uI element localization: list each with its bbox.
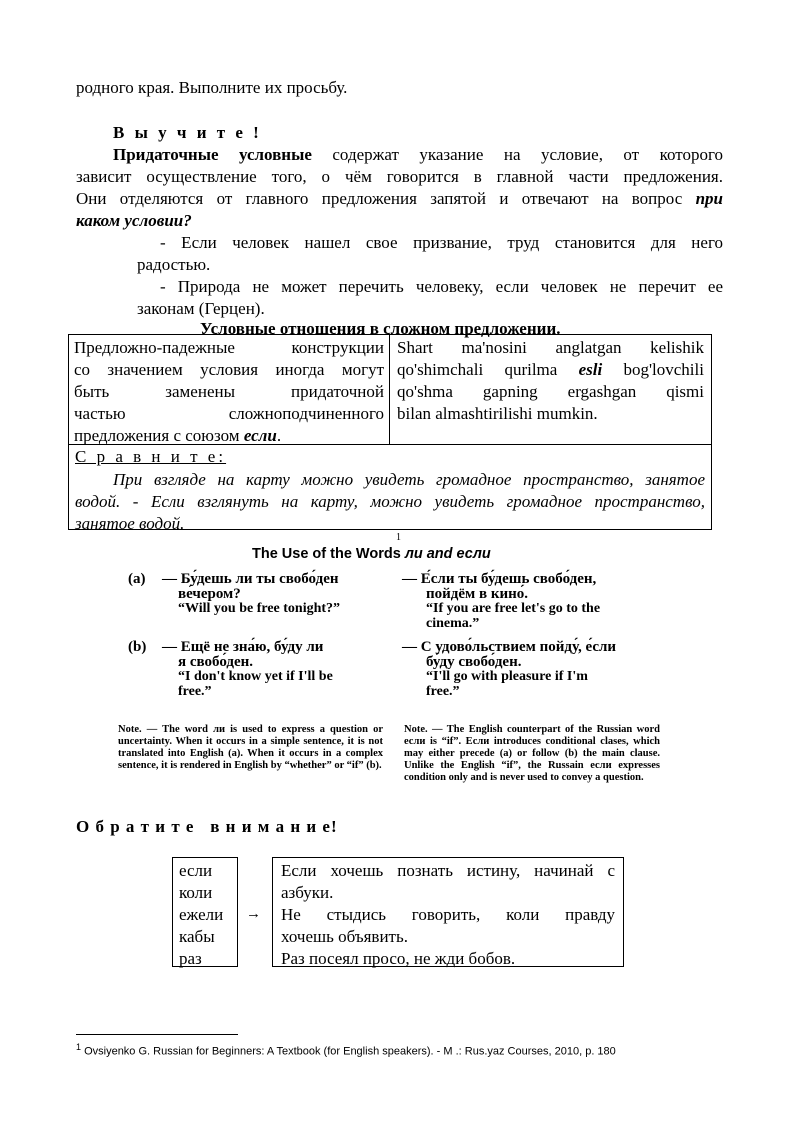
arrow-icon: → <box>246 906 261 922</box>
intro-line: родного края. Выполните их просьбу. <box>76 78 348 97</box>
compare-line-3: занятое водой. <box>75 514 185 533</box>
footnote-text: Ovsiyenko G. Russian for Beginners: A Textbook (for English speakers). - M .: Rus.yaz Courses, 2010, p. 180 <box>81 1045 616 1058</box>
note-right: Note. — The English counterpart of the Russian word если is “if”. Если introduces conditional clases, which may either precede (a) or follow (b) the main clause. Unlike the English “if”, the Russain если expresses condition only and is never used to convey a question. <box>404 724 660 783</box>
example-a-en: “Will you be free tonight?” <box>178 601 341 616</box>
cell-text: предложения с союзом <box>74 426 244 445</box>
textbook-excerpt <box>118 540 670 802</box>
conjunction-item: если <box>179 861 213 880</box>
footnote-rule <box>76 1034 238 1035</box>
example-a-ru-cont: ве́чером? <box>178 586 241 602</box>
conjunction-item: раз <box>179 949 202 968</box>
cell-line: частью сложноподчиненного <box>74 404 384 423</box>
rule-paragraph-line-3 <box>76 188 723 210</box>
compare-line-2: водой. - Если взглянуть на карту, можно увидеть громадное пространство, <box>75 492 705 511</box>
conjunction-esli-latin: esli <box>578 360 603 379</box>
question-line: каком условии? <box>76 211 192 230</box>
excerpt-title-text: The Use of the Words <box>252 546 405 562</box>
rule-paragraph-line-1 <box>113 144 723 166</box>
cell-text: qo'shimchali qurilma <box>397 360 579 379</box>
attention-heading: О б р а т и т е в н и м а н и е! <box>76 817 338 836</box>
table-cell-uzbek <box>390 335 711 444</box>
conjunction-item: ежели <box>179 905 224 924</box>
example-2-cont: законам (Герцен). <box>137 299 265 318</box>
note-left: Note. — The word ли is used to express a question or uncertainty. When it occurs in a simple sentence, it is not translated into English (a). When it occurs in a complex sentence, it is rendered in English by “whether” or “if” (b). <box>118 724 383 771</box>
cell-line: Shart ma'nosini anglatgan kelishik <box>397 338 704 357</box>
footnote-marker: 1 <box>396 532 401 543</box>
example-b-en-cont: free.” <box>178 684 212 699</box>
example-b-right-en-cont: free.” <box>426 684 460 699</box>
proverb-line: Раз посеял просо, не жди бобов. <box>281 949 516 968</box>
conjunction-esli: если <box>243 426 277 445</box>
conjunction-item: кабы <box>179 927 215 946</box>
compare-line-1: При взгляде на карту можно увидеть громадное пространство, занятое <box>113 470 705 489</box>
example-2: - Природа не может перечить человеку, если человек не перечит ее <box>160 277 723 296</box>
compare-heading: С р а в н и т е: <box>75 447 227 466</box>
example-b-right-en: “I'll go with pleasure if I'm <box>426 669 588 684</box>
learn-heading: В ы у ч и т е ! <box>113 123 262 142</box>
proverb-line: хочешь объявить. <box>281 927 408 946</box>
cell-text: bog'lovchili <box>602 360 704 379</box>
cell-line: со значением условия иногда могут <box>74 360 384 379</box>
example-b-right-ru: — С удово́льствием пойду́, е́сли <box>402 639 617 655</box>
label-b: (b) <box>128 639 147 655</box>
cell-line: Предложно-падежные конструкции <box>74 338 384 357</box>
proverb-line: азбуки. <box>281 883 334 902</box>
cell-line: быть заменены придаточной <box>74 382 384 401</box>
excerpt-title-words: ли and если <box>404 546 491 562</box>
excerpt-title <box>252 546 491 562</box>
proverbs-box <box>272 857 624 967</box>
conditional-table <box>68 334 712 533</box>
example-a-right-en: “If you are free let's go to the <box>426 601 601 616</box>
conjunction-list-box <box>172 857 238 967</box>
footnote <box>76 1042 616 1058</box>
example-a-right-ru-cont: пойдём в кино́. <box>426 586 529 602</box>
rule-text: содержат указание на условие, от которого <box>311 145 723 164</box>
proverb-line: Не стыдись говорить, коли правду <box>281 905 615 924</box>
cell-line: qo'shma gapning ergashgan qismi <box>397 382 704 401</box>
example-1-cont: радостью. <box>137 255 211 274</box>
example-a-ru: — Бу́дешь ли ты свобо́ден <box>162 571 339 587</box>
example-b-en: “I don't know yet if I'll be <box>178 669 333 684</box>
example-b-right-ru-cont: бу́ду свобо́ден. <box>426 654 522 670</box>
conjunction-item: коли <box>179 883 213 902</box>
rule-text: Они отделяются от главного предложения запятой и отвечают на вопрос <box>76 189 696 208</box>
table-cell-russian <box>69 335 390 444</box>
question-part: при <box>695 189 723 208</box>
rule-paragraph-line-2: зависит осуществление того, о чём говорится в главной части предложения. <box>76 167 723 186</box>
footnote-number: 1 <box>76 1042 82 1052</box>
table-title: Условные отношения в сложном предложении. <box>200 319 561 338</box>
proverb-line: Если хочешь познать истину, начинай с <box>281 861 615 880</box>
term-conditional-clauses: Придаточные условные <box>113 145 312 164</box>
label-a: (a) <box>128 571 146 587</box>
example-b-ru: — Ещё не зна́ю, бу́ду ли <box>162 639 324 655</box>
example-a-right-ru: — Е́сли ты бу́дешь свобо́ден, <box>402 571 597 587</box>
cell-line <box>397 359 704 381</box>
table-compare-row <box>69 444 711 533</box>
example-b-ru-cont: я свобо́ден. <box>178 654 254 670</box>
example-1: - Если человек нашел свое призвание, труд становится для него <box>160 233 723 252</box>
cell-line: bilan almashtirilishi mumkin. <box>397 404 598 423</box>
cell-text: . <box>276 426 282 445</box>
example-a-right-en-cont: cinema.” <box>426 616 480 631</box>
